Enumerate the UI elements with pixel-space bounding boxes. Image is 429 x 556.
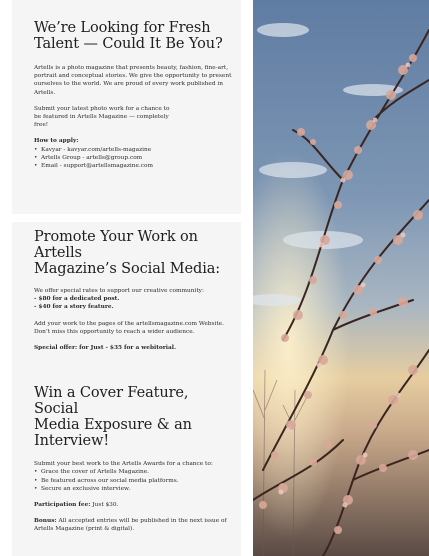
blossom-sky-photo: [253, 0, 429, 556]
cover-feature-title: [34, 385, 233, 449]
promote-title-line1: Promote Your Work on Artells: [34, 229, 198, 261]
cover-feature-title-line2: Media Exposure & an Interview!: [34, 417, 192, 450]
special-offer: Special offer: for Just - $35 for a webitorial.: [34, 345, 176, 352]
apply-item-email[interactable]: • Email - support@artellsmagazine.com: [34, 162, 233, 170]
rates-intro: We offer special rates to support our creative community:: [34, 288, 204, 294]
promote-title: [34, 229, 233, 277]
awards-item-social: • Be featured across our social media platforms.: [34, 477, 233, 485]
how-to-apply-label: How to apply:: [34, 138, 79, 145]
apply-item-kavyar[interactable]: • Kavyar - kavyar.com/artells-magazine: [34, 146, 233, 154]
website-paragraph: Add your work to the pages of the artellsmagazine.com Website. Don’t miss this opportunity to reach a wider audience.: [34, 320, 224, 335]
apply-list: [34, 146, 233, 171]
awards-item-cover: • Grace the cover of Artells Magazine.: [34, 468, 233, 476]
apply-item-group[interactable]: • Artells Group - artells@group.com: [34, 154, 233, 162]
intro-paragraph: Artells is a photo magazine that presents beauty, fashion, fine-art, portrait and conceptual stories. We give the opportunity to present ourselves to the world. We are proud of every work published in Artells.: [34, 65, 232, 96]
bonus-paragraph: Bonus: All accepted entries will be published in the next issue of Artells Magazine (print & digital).: [34, 518, 227, 533]
blossom-photo-image: [253, 0, 429, 556]
promote-title-line2: Magazine’s Social Media:: [34, 261, 221, 277]
awards-list: [34, 468, 233, 493]
promotion-card: [12, 222, 241, 556]
awards-intro: Submit your best work to the Artells Awards for a chance to:: [34, 461, 213, 468]
fresh-talent-title: [34, 20, 233, 52]
cover-feature-title-line1: Win a Cover Feature, Social: [34, 385, 189, 418]
fresh-talent-title-line2: Talent — Could It Be You?: [34, 36, 223, 52]
rate-dedicated-post: - $80 for a dedicated post.: [34, 296, 120, 303]
rate-story-feature: - $40 for a story feature.: [34, 304, 114, 311]
fresh-talent-title-line1: We’re Looking for Fresh: [34, 20, 211, 36]
submit-paragraph: Submit your latest photo work for a chance to be featured in Artells Magazine — completely free!: [34, 105, 170, 129]
participation-fee: Participation fee: Just $30.: [34, 502, 119, 509]
awards-item-interview: • Secure an exclusive interview.: [34, 485, 233, 493]
fresh-talent-card: [12, 0, 241, 214]
